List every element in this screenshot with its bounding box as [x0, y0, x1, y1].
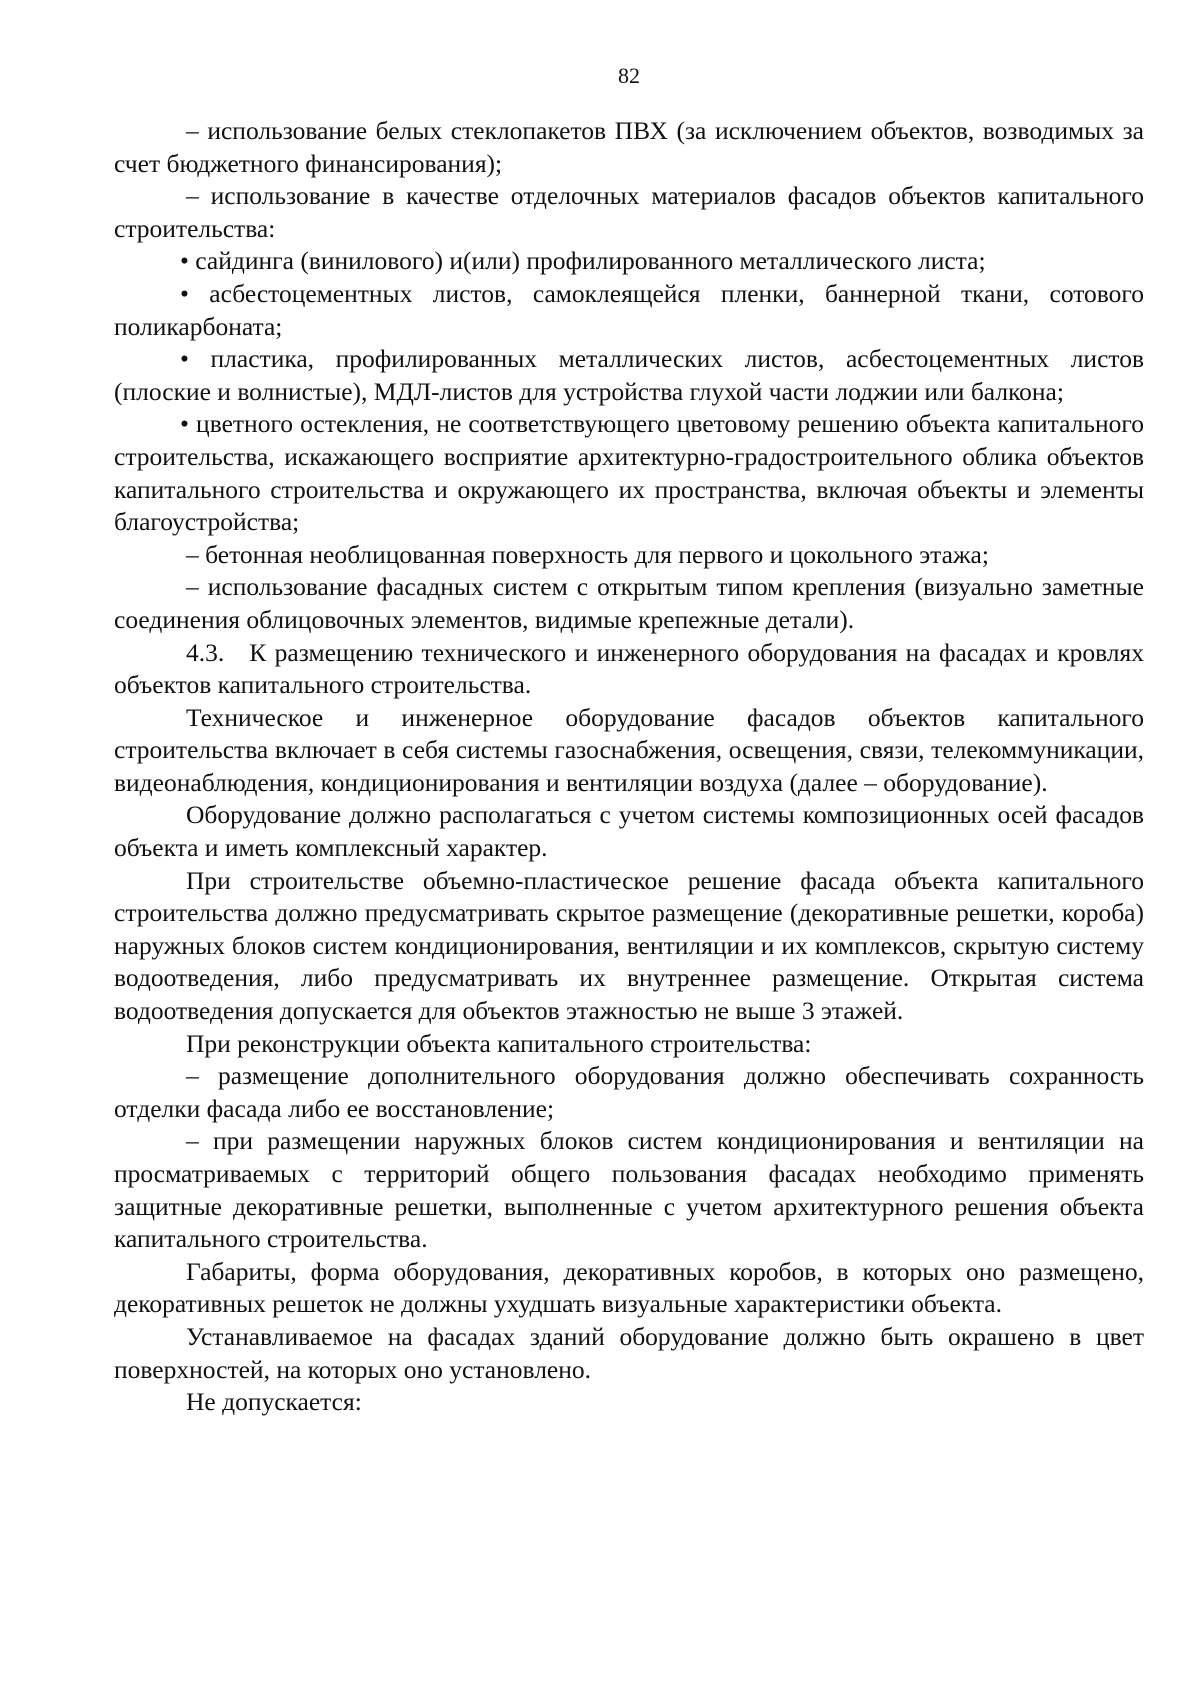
paragraph-reconstruction-intro: При реконструкции объекта капитального строительства:: [186, 1028, 812, 1058]
bullet-siding: • сайдинга (винилового) и(или) профилированного металлического листа;: [180, 246, 986, 276]
paragraph-painting: Устанавливаемое на фасадах зданий оборудование должно быть окрашено в цвет поверхностей, на которых оно установлено.: [114, 1321, 1144, 1384]
paragraph-equipment-placement: Оборудование должно располагаться с учетом системы композиционных осей фасадов объекта и иметь комплексный характер.: [114, 800, 1144, 863]
list-item-additional-equipment: – размещение дополнительного оборудования должно обеспечивать сохранность отделки фасада либо ее восстановление;: [114, 1061, 1144, 1123]
paragraph-dimensions: Габариты, форма оборудования, декоративных коробов, в которых оно размещено, декоративных решеток не должны ухудшать визуальные характеристики объекта.: [114, 1256, 1144, 1319]
document-page: [114, 63, 1151, 1419]
list-item-decorative-grilles: – при размещении наружных блоков систем кондиционирования и вентиляции на просматриваемых с территорий общего пользования фасадах необходимо применять защитные декоративные решетки, выполненные с учетом архитектурного решения объекта капитального строительства.: [114, 1126, 1144, 1254]
section-heading-4-3: 4.3. К размещению технического и инженерного оборудования на фасадах и кровлях объектов капитального строительства.: [114, 637, 1151, 700]
list-item-concrete-surface: – бетонная необлицованная поверхность для первого и цокольного этажа;: [186, 539, 989, 569]
list-item-white-pvc-windows: – использование белых стеклопакетов ПВХ (за исключением объектов, возводимых за счет бюджетного финансирования);: [114, 116, 1144, 178]
list-item-open-fastening: – использование фасадных систем с открытым типом крепления (визуально заметные соединения облицовочных элементов, видимые крепежные детали).: [114, 572, 1144, 634]
paragraph-new-construction: При строительстве объемно-пластическое решение фасада объекта капитального строительства должно предусматривать скрытое размещение (декоративные решетки, короба) наружных блоков систем кондиционирования, вентиляции и их комплексов, скрытую систему водоотведения, либо предусматривать их внутреннее размещение. Открытая система водоотведения допускается для объектов этажностью не выше 3 этажей.: [114, 865, 1144, 1026]
bullet-asbestos-sheets: • асбестоцементных листов, самоклеящейся пленки, баннерной ткани, сотового поликарбоната;: [114, 278, 1144, 341]
list-item-finishing-materials: – использование в качестве отделочных материалов фасадов объектов капитального строительства:: [114, 181, 1144, 243]
page-number: 82: [618, 63, 640, 88]
bullet-plastic: • пластика, профилированных металлических листов, асбестоцементных листов (плоские и волнистые), МДЛ-листов для устройства глухой части лоджии или балкона;: [114, 344, 1144, 406]
paragraph-equipment-definition: Техническое и инженерное оборудование фасадов объектов капитального строительства включает в себя системы газоснабжения, освещения, связи, телекоммуникации, видеонаблюдения, кондиционирования и вентиляции воздуха (далее – оборудование).: [114, 702, 1144, 797]
paragraph-not-allowed: Не допускается:: [186, 1387, 362, 1417]
bullet-colored-glazing: • цветного остекления, не соответствующего цветовому решению объекта капитального строительства, искажающего восприятие архитектурно-градостроительного облика объектов капитального строительства и окружающего их пространства, включая объекты и элементы благоустройства;: [114, 409, 1144, 537]
